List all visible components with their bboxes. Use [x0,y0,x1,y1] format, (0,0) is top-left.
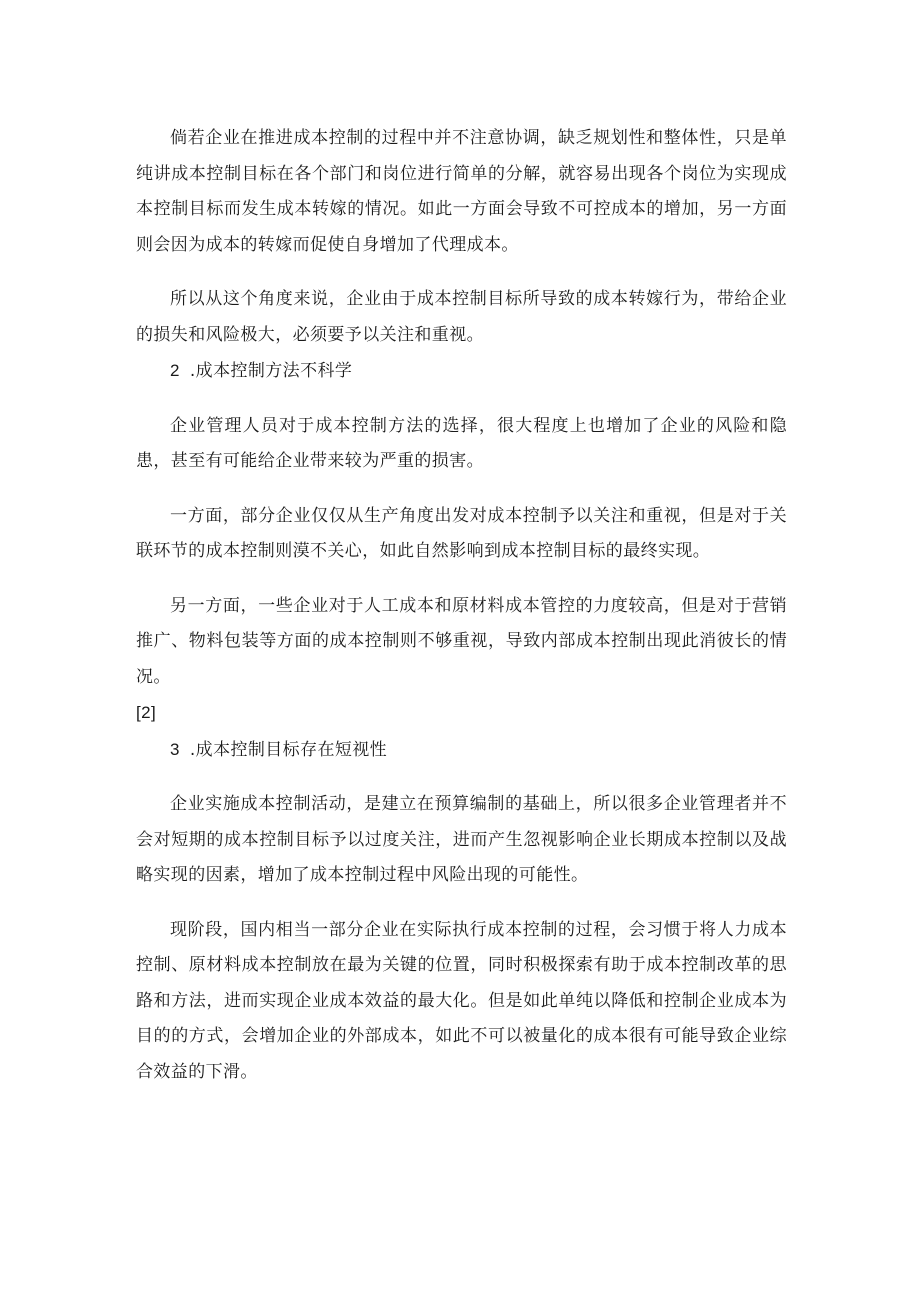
paragraph: 企业管理人员对于成本控制方法的选择，很大程度上也增加了企业的风险和隐患，甚至有可能给企业带来较为严重的损害。 [136,415,787,471]
section-title: .成本控制方法不科学 [189,361,353,381]
section-number: 3 [170,739,180,759]
paragraph: 一方面，部分企业仅仅从生产角度出发对成本控制予以关注和重视，但是对于关联环节的成本控制则漠不关心，如此自然影响到成本控制目标的最终实现。 [136,505,787,561]
paragraph: 企业实施成本控制活动，是建立在预算编制的基础上，所以很多企业管理者并不会对短期的成本控制目标予以过度关注，进而产生忽视影响企业长期成本控制以及战略实现的因素，增加了成本控制过程中风险出现的可能性。 [136,794,787,885]
paragraph [136,589,787,732]
section-number: 2 [170,361,180,380]
section-heading [136,353,787,390]
paragraph: 所以从这个角度来说，企业由于成本控制目标所导致的成本转嫁行为，带给企业的损失和风险极大，必须要予以关注和重视。 [136,289,787,345]
document-body [136,121,787,1090]
section-title: .成本控制目标存在短视性 [189,739,388,760]
section-heading [136,732,787,769]
paragraph: 现阶段，国内相当一部分企业在实际执行成本控制的过程，会习惯于将人力成本控制、原材料成本控制放在最为关键的位置，同时积极探索有助于成本控制改革的思路和方法，进而实现企业成本效益的最大化。但是如此单纯以降低和控制企业成本为目的的方式，会增加企业的外部成本，如此不可以被量化的成本很有可能导致企业综合效益的下滑。 [136,919,787,1082]
citation-marker: [2] [136,703,157,722]
paragraph-text: 另一方面，一些企业对于人工成本和原材料成本管控的力度较高，但是对于营销推广、物料包装等方面的成本控制则不够重视，导致内部成本控制出现此消彼长的情况。 [136,595,787,687]
paragraph: 倘若企业在推进成本控制的过程中并不注意协调，缺乏规划性和整体性，只是单纯讲成本控制目标在各个部门和岗位进行简单的分解，就容易出现各个岗位为实现成本控制目标而发生成本转嫁的情况。如此一方面会导致不可控成本的增加，另一方面则会因为成本的转嫁而促使自身增加了代理成本。 [136,128,787,255]
